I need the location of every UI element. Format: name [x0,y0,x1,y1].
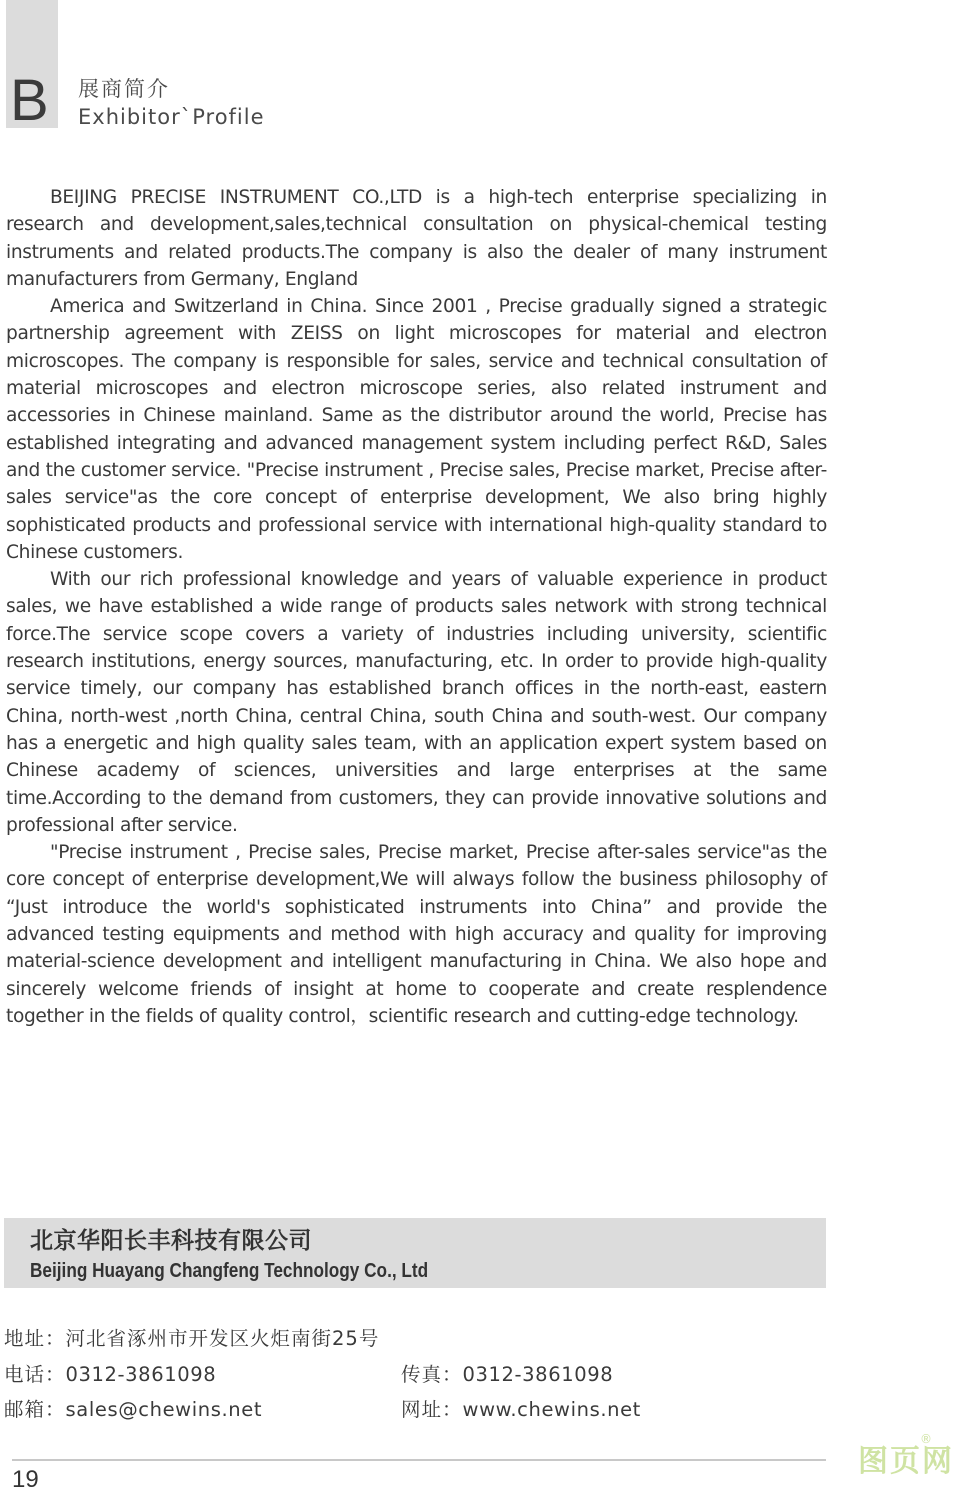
paragraph-4: "Precise instrument , Precise sales, Precise market, Precise after-sales service"as the core concept of enterprise development,We will always follow the business philosophy of “Just introduce the world's sophisticated instruments into China” and provide the advanced testing equipments and method with high accuracy and quality for improving material-science development and intelligent manufacturing in China. We also hope and sincerely welcome friends of insight at home to cooperate and create resplendence together in the fields of quality control，scientific research and cutting-edge technology. [6,842,827,1027]
section-title-zh: 展商简介 [78,77,170,101]
profile-body [6,184,827,1030]
company-name-en: Beijing Huayang Changfeng Technology Co., Ltd [30,1260,429,1282]
section-letter: B [10,68,49,133]
fax-value: 0312-3861098 [462,1363,614,1386]
address-value: 河北省涿州市开发区火炬南街25号 [65,1327,380,1350]
website-value[interactable]: www.chewins.net [462,1398,641,1421]
address-label: 地址： [4,1327,66,1350]
company-banner [4,1218,826,1288]
contact-website [401,1397,641,1423]
company-name-zh: 北京华阳长丰科技有限公司 [30,1228,312,1254]
email-value[interactable]: sales@chewins.net [65,1398,263,1421]
watermark-text: 图页网 [858,1444,954,1479]
registered-mark-icon: ® [920,1432,932,1446]
footer-divider [12,1459,826,1461]
contact-address [4,1326,379,1352]
page-number: 19 [12,1466,39,1493]
contact-phone [4,1362,216,1388]
watermark-logo [858,1432,968,1482]
contact-email [4,1397,262,1423]
paragraph-2: America and Switzerland in China. Since 2001 , Precise gradually signed a strategic partnership agreement with ZEISS on light microscopes for material and electron microscopes. The company is responsible for sales, service and technical consultation of material microscopes and electron microscope series, also related instrument and accessories in Chinese mainland. Same as the distributor around the world, Precise has established integrating and advanced management system including perfect R&D, Sales and the customer service. "Precise instrument , Precise sales, Precise market, Precise after-sales service"as the core concept of enterprise development, We also bring highly sophisticated products and professional service with international high-quality standard to Chinese customers. [6,296,827,563]
section-title-en: Exhibitor`Profile [78,105,265,129]
phone-value: 0312-3861098 [65,1363,217,1386]
website-label: 网址： [401,1398,463,1421]
email-label: 邮箱： [4,1398,66,1421]
paragraph-3: With our rich professional knowledge and years of valuable experience in product sales, we have established a wide range of products sales network with strong technical force.The service scope covers a variety of industries including university, scientific research institutions, energy sources, manufacturing, etc. In order to provide high-quality service timely, our company has established branch offices in the north-east, eastern China, north-west ,north China, central China, south China and south-west. Our company has a energetic and high quality sales team, with an application expert system based on Chinese academy of sciences, universities and large enterprises at the same time.According to the demand from customers, they can provide innovative solutions and professional after service. [6,569,827,836]
phone-label: 电话： [4,1363,66,1386]
contact-fax [401,1362,613,1388]
fax-label: 传真： [401,1363,463,1386]
paragraph-1: BEIJING PRECISE INSTRUMENT CO.,LTD is a high-tech enterprise specializing in research and development,sales,technical consultation on physical-chemical testing instruments and related products.The company is also the dealer of many instrument manufacturers from Germany, England [6,187,827,290]
